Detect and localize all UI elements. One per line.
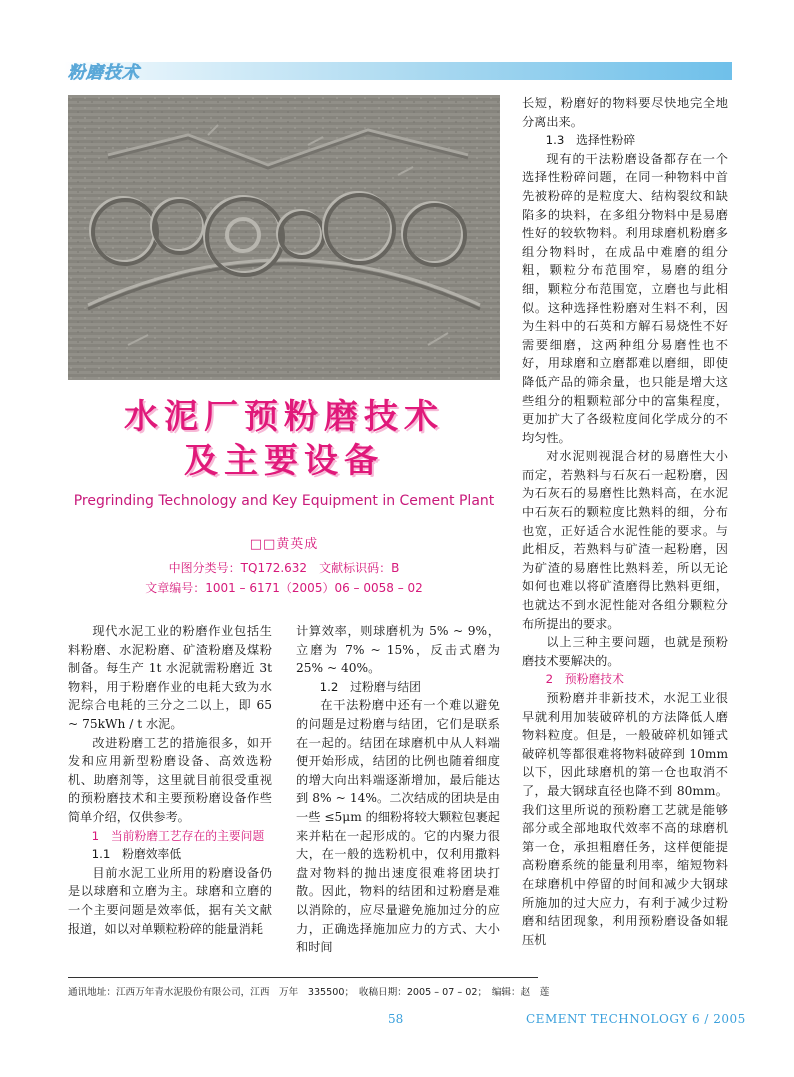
journal-name: CEMENT TECHNOLOGY 6 / 2005 bbox=[526, 1012, 746, 1026]
article-number: 文章编号：1001 – 6171（2005）06 – 0058 – 02 bbox=[145, 581, 423, 595]
header-gradient-bar bbox=[64, 62, 732, 80]
article-title-line2: 及主要设备 bbox=[184, 441, 384, 481]
subsection-heading: 1.2 过粉磨与结团 bbox=[319, 679, 421, 694]
paragraph: 长短，粉磨好的物料要尽快地完全地分离出来。 bbox=[522, 96, 728, 129]
subsection-heading: 1.1 粉磨效率低 bbox=[91, 847, 182, 862]
title-block bbox=[68, 395, 500, 596]
section-heading: 1 当前粉磨工艺存在的主要问题 bbox=[91, 828, 265, 843]
body-column-2 bbox=[296, 622, 500, 957]
paragraph: 现有的干法粉磨设备都存在一个选择性粉碎问题，在同一种物料中首先被粉碎的是粒度大、结构裂纹和缺陷多的块料，在多组分物料中是易磨性好的较软物料。利用球磨机粉磨多组分物料时，在成品中难磨的组分粗，颗粒分布范围窄，易磨的组分细，颗粒分布范围宽，立磨也与此相似。这种选择性粉磨对生料不利，因为生料中的石英和方解石易烧性不好需要细磨，这两种组分易磨性也不好，用球磨和立磨都难以磨细，即使降低产品的筛余量，也只能是增大这些组分的粗颗粒部分中的富集程度，更加扩大了各级粒度间化学成分的不均匀性。 bbox=[522, 151, 728, 445]
body-column-1 bbox=[68, 622, 272, 938]
paragraph: 现代水泥工业的粉磨作业包括生料粉磨、水泥粉磨、矿渣粉磨及煤粉制备。每生产 1t 水泥就需粉磨近 3t 物料，用于粉磨作业的电耗大致为水泥综合电耗的三分之二以上，即 65 ~ 75kWh / t 水泥。 bbox=[68, 624, 272, 731]
paragraph: 预粉磨并非新技术，水泥工业很早就利用加装破碎机的方法降低人磨物料粒度。但是，一般破碎机如锤式破碎机等都很难将物料破碎到 10mm 以下，因此球磨机的第一仓也取消不了，最大钢球直径也降不到 80mm。我们这里所说的预粉磨工艺就是能够部分或全部地取代效率不高的球磨机第一仓，承担粗磨任务，这样便能提高粉磨系统的能量利用率，缩短物料在球磨机中停留的时间和减少大钢球所施加的过大应力，有利于减少过粉磨和结团现象，利用预粉磨设备如辊压机 bbox=[522, 691, 728, 947]
paragraph: 计算效率，则球磨机为 5% ~ 9%，立磨为 7% ~ 15%，反击式磨为 25% ~ 40%。 bbox=[296, 624, 500, 676]
body-column-3 bbox=[522, 94, 728, 949]
paragraph: 目前水泥工业所用的粉磨设备仍是以球磨和立磨为主。球磨和立磨的一个主要问题是效率低，据有关文献报道，如以对单颗粒粉碎的能量消耗 bbox=[68, 865, 272, 936]
paragraph: 在干法粉磨中还有一个难以避免的问题是过粉磨与结团，它们是联系在一起的。结团在球磨机中从人料端便开始形成，结团的比例也随着细度的增大向出料端逐渐增加，最后能达到 8% ~ 14%。二次结成的团块是由一些 ≤5μm 的细粉将较大颗粒包裹起来并粘在一起形成的。它的内聚力很大，在一般的选粉机中，仅利用撒料盘对物料的抛出速度很难将团块打散。因此，物料的结团和过粉磨是难以消除的，应尽量避免施加过分的应力，正确选择施加应力的方式、大小和时间 bbox=[296, 698, 500, 955]
embossed-gear-machinery-image bbox=[68, 95, 500, 380]
footnote-rule bbox=[68, 977, 538, 978]
classification-number: 中图分类号：TQ172.632 文献标识码：B bbox=[168, 561, 400, 575]
author: □□黄英成 bbox=[249, 537, 319, 552]
subsection-heading: 1.3 选择性粉碎 bbox=[545, 133, 636, 148]
paragraph: 对水泥则视混合材的易磨性大小而定，若熟料与石灰石一起粉磨，因为石灰石的易磨性比熟料高，在水泥中石灰石的颗粒度比熟料的细，分布也宽，正好适合水泥性能的要求。与此相反，若熟料与矿渣一起粉磨，因为矿渣的易磨性比熟料差，所以无论如何也难以将矿渣磨得比熟料更细，也就达不到水泥性能对各组分颗粒分布所提出的要求。 bbox=[522, 449, 728, 631]
section-heading: 2 预粉磨技术 bbox=[545, 672, 624, 687]
section-label: 粉磨技术 bbox=[68, 63, 140, 83]
footnote: 通讯地址：江西万年青水泥股份有限公司，江西 万年 335500； 收稿日期：2005 – 07 – 02； 编辑：赵 莲 bbox=[68, 987, 550, 998]
paragraph: 改进粉磨工艺的措施很多，如开发和应用新型粉磨设备、高效选粉机、助磨剂等，这里就目前很受重视的预粉磨技术和主要预粉磨设备作些简单介绍，仅供参考。 bbox=[68, 735, 272, 824]
paragraph: 以上三种主要问题，也就是预粉磨技术要解决的。 bbox=[522, 635, 728, 668]
article-title-english: Pregrinding Technology and Key Equipment in Cement Plant bbox=[73, 493, 495, 509]
page-number: 58 bbox=[388, 1012, 404, 1026]
article-title-line1: 水泥厂预粉磨技术 bbox=[124, 397, 444, 437]
hero-image bbox=[68, 95, 500, 380]
